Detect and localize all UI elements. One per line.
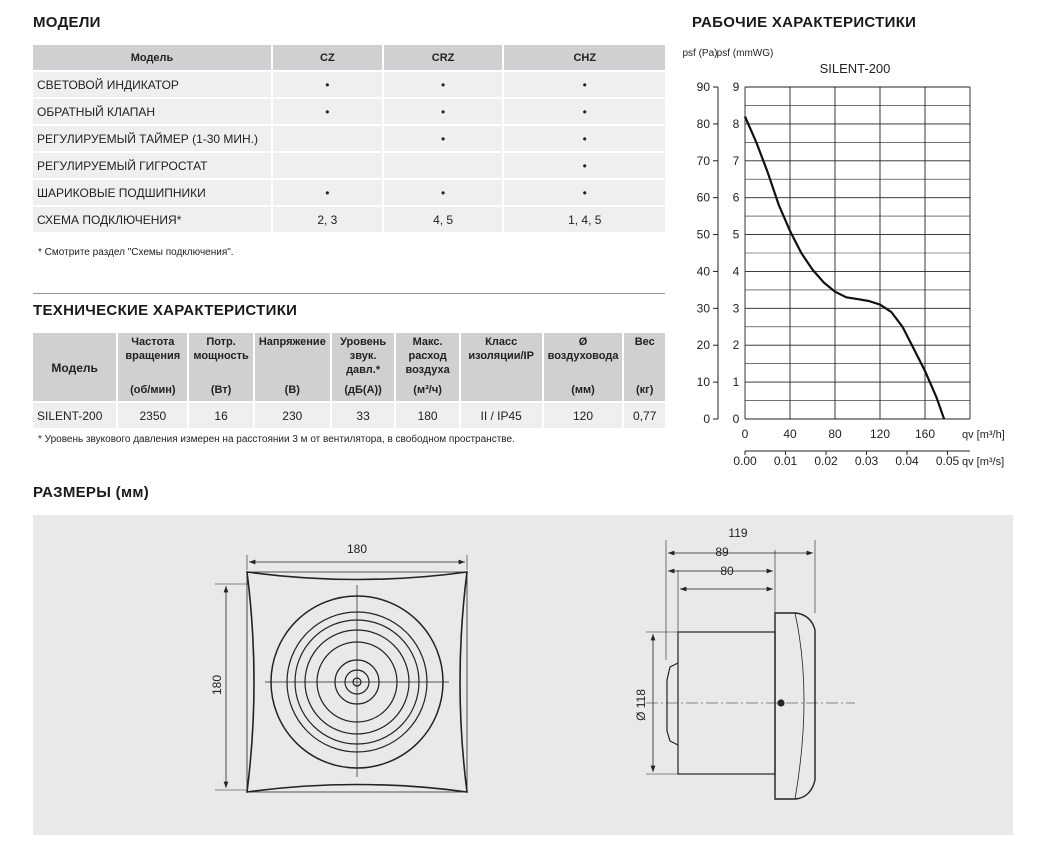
depth-119-label: 119 — [728, 526, 748, 540]
tech-table — [31, 331, 667, 430]
spec-value: 230 — [255, 403, 330, 428]
feature-label: РЕГУЛИРУЕМЫЙ ТАЙМЕР (1-30 МИН.) — [33, 126, 271, 151]
column-header — [118, 333, 187, 401]
feature-label: СВЕТОВОЙ ИНДИКАТОР — [33, 72, 271, 97]
column-title: Ø воздуховода — [547, 336, 619, 362]
diameter-label: Ø 118 — [634, 689, 648, 721]
mmwg-tick-label: 1 — [732, 375, 740, 390]
pa-axis-label: psf (Pa) — [682, 48, 718, 59]
table-row — [33, 180, 665, 205]
feature-cell — [273, 126, 382, 151]
chart-subtitle: SILENT-200 — [819, 61, 891, 76]
column-unit: (дБ(А)) — [344, 384, 382, 396]
feature-cell: • — [273, 99, 382, 124]
spec-value: 120 — [544, 403, 623, 428]
mmwg-tick-label: 4 — [732, 264, 740, 279]
column-title: Модель — [51, 361, 98, 375]
mmwg-tick-label: 8 — [732, 116, 740, 131]
feature-label: СХЕМА ПОДКЛЮЧЕНИЯ* — [33, 207, 271, 232]
column-header: Модель — [33, 45, 271, 70]
m3s-tick-label: 0.03 — [854, 454, 879, 468]
pa-tick-label: 40 — [696, 264, 710, 279]
feature-cell: • — [504, 180, 665, 205]
column-header — [461, 333, 542, 401]
feature-cell: 1, 4, 5 — [504, 207, 665, 232]
column-header: CRZ — [384, 45, 503, 70]
column-unit: (кг) — [636, 384, 654, 396]
m3s-tick-label: 0.02 — [814, 454, 838, 468]
x-axis-label: qv [m³/h] — [962, 429, 1005, 441]
m3s-tick-label: 0.00 — [733, 454, 757, 468]
mmwg-tick-label: 5 — [732, 227, 740, 242]
mmwg-axis-label: psf (mmWG) — [716, 48, 774, 59]
m3s-tick-label: 0.05 — [935, 454, 960, 468]
divider — [33, 293, 665, 294]
column-header: CHZ — [504, 45, 665, 70]
pa-tick-label: 0 — [703, 412, 710, 426]
column-title: Потр. мощность — [193, 336, 249, 362]
mmwg-tick-label: 9 — [732, 80, 740, 94]
spec-value: 2350 — [118, 403, 187, 428]
column-title: Класс изоляции/IP — [468, 336, 534, 362]
column-unit: (об/мин) — [130, 384, 176, 396]
tech-title: ТЕХНИЧЕСКИЕ ХАРАКТЕРИСТИКИ — [33, 302, 298, 319]
depth-80-label: 80 — [720, 564, 734, 578]
feature-cell: 4, 5 — [384, 207, 503, 232]
pa-tick-label: 30 — [696, 301, 710, 316]
width-label: 180 — [346, 542, 368, 556]
performance-curve — [745, 117, 944, 420]
column-header — [33, 333, 116, 401]
feature-label: ШАРИКОВЫЕ ПОДШИПНИКИ — [33, 180, 271, 205]
feature-cell: • — [504, 72, 665, 97]
pa-tick-label: 60 — [696, 190, 710, 205]
models-title: МОДЕЛИ — [33, 14, 101, 31]
spec-value: II / IP45 — [461, 403, 542, 428]
side-view-drawing — [646, 540, 855, 799]
table-header-row — [33, 333, 665, 401]
x-tick-label: 160 — [914, 427, 936, 441]
column-title: Вес — [634, 336, 655, 348]
spec-value: 33 — [332, 403, 395, 428]
feature-cell — [273, 153, 382, 178]
m3s-tick-label: 0.01 — [773, 454, 798, 468]
table-row — [33, 99, 665, 124]
pa-tick-label: 80 — [696, 116, 710, 131]
x-tick-label: 0 — [741, 427, 749, 441]
column-header — [255, 333, 330, 401]
model-name: SILENT-200 — [33, 403, 116, 428]
m3s-tick-label: 0.04 — [895, 454, 919, 468]
column-unit: (В) — [284, 384, 300, 396]
spec-value: 16 — [189, 403, 252, 428]
feature-label: РЕГУЛИРУЕМЫЙ ГИГРОСТАТ — [33, 153, 271, 178]
mmwg-tick-label: 7 — [732, 153, 740, 168]
table-row — [33, 153, 665, 178]
column-header — [544, 333, 623, 401]
feature-cell: • — [384, 99, 503, 124]
x-tick-label: 40 — [783, 427, 797, 441]
column-unit: (м³/ч) — [413, 384, 442, 396]
table-row — [33, 403, 665, 428]
feature-cell: • — [504, 153, 665, 178]
mmwg-tick-label: 6 — [732, 190, 740, 205]
height-label: 180 — [210, 674, 224, 696]
table-row — [33, 207, 665, 232]
column-title: Уровень звук. давл.* — [340, 336, 387, 376]
tech-footnote: * Уровень звукового давления измерен на расстоянии 3 м от вентилятора, в свободном пространстве. — [38, 434, 515, 445]
feature-label: ОБРАТНЫЙ КЛАПАН — [33, 99, 271, 124]
column-header: CZ — [273, 45, 382, 70]
feature-cell: • — [273, 72, 382, 97]
feature-cell: • — [384, 126, 503, 151]
feature-cell — [384, 153, 503, 178]
feature-cell: • — [504, 99, 665, 124]
feature-cell: 2, 3 — [273, 207, 382, 232]
column-title: Макс. расход воздуха — [405, 336, 450, 376]
dimension-drawings — [33, 515, 1013, 835]
column-unit: (мм) — [571, 384, 595, 396]
pa-tick-label: 90 — [696, 80, 710, 94]
dimensions-panel — [33, 515, 1013, 835]
front-view-drawing — [215, 555, 467, 792]
table-row — [33, 126, 665, 151]
pa-tick-label: 70 — [696, 153, 710, 168]
feature-cell: • — [273, 180, 382, 205]
column-header — [624, 333, 665, 401]
column-title: Напряжение — [258, 336, 326, 348]
models-table — [31, 43, 667, 234]
x-tick-label: 120 — [869, 427, 891, 441]
pa-tick-label: 20 — [696, 338, 710, 353]
mmwg-tick-label: 3 — [732, 301, 740, 316]
table-row — [33, 72, 665, 97]
column-title: Частота вращения — [125, 336, 181, 362]
feature-cell: • — [384, 180, 503, 205]
spec-value: 180 — [396, 403, 458, 428]
table-header-row — [33, 45, 665, 70]
chart-title: РАБОЧИЕ ХАРАКТЕРИСТИКИ — [692, 14, 917, 31]
column-header — [332, 333, 395, 401]
feature-cell: • — [384, 72, 503, 97]
dims-title: РАЗМЕРЫ (мм) — [33, 484, 150, 501]
mmwg-tick-label: 0 — [732, 412, 740, 426]
mmwg-tick-label: 2 — [732, 338, 740, 353]
feature-cell: • — [504, 126, 665, 151]
column-unit: (Вт) — [210, 384, 232, 396]
x2-axis-label: qv [m³/s] — [962, 456, 1005, 468]
pa-tick-label: 50 — [696, 227, 710, 242]
models-footnote: * Смотрите раздел "Схемы подключения". — [38, 247, 234, 258]
x-tick-label: 80 — [828, 427, 842, 441]
pa-tick-label: 10 — [696, 375, 710, 390]
performance-chart — [680, 40, 1044, 480]
depth-89-label: 89 — [715, 545, 729, 559]
spec-value: 0,77 — [624, 403, 665, 428]
column-header — [189, 333, 252, 401]
column-header — [396, 333, 458, 401]
